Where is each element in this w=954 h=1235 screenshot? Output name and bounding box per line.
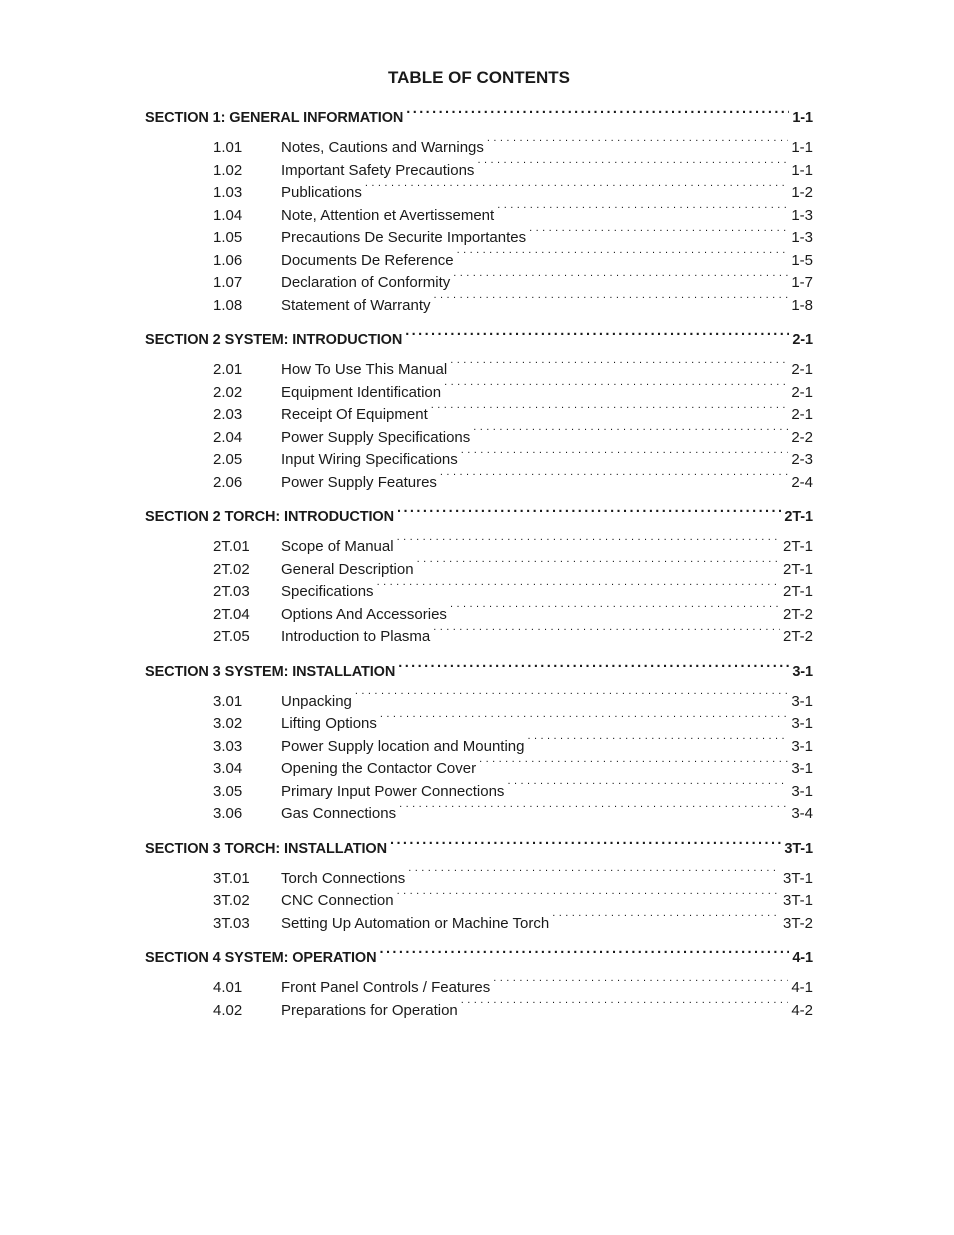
toc-entry[interactable]: [145, 1000, 813, 1023]
entry-page-number: 3-1: [791, 737, 813, 755]
entry-title: Power Supply Features: [281, 473, 437, 491]
toc-entry[interactable]: [145, 691, 813, 714]
entry-number: 3.05: [213, 782, 243, 800]
toc-entry[interactable]: [145, 604, 813, 627]
entry-page-number: 1-2: [791, 184, 813, 201]
dot-leader: [457, 250, 789, 265]
toc-entry[interactable]: [145, 472, 813, 495]
dot-leader: [398, 661, 789, 676]
section-page-number: 3-1: [792, 663, 813, 680]
entry-page-number: 2T-1: [782, 583, 813, 600]
entry-title: Notes, Cautions and Warnings: [281, 139, 484, 156]
entry-number: 1.02: [213, 161, 243, 179]
dot-leader: [473, 427, 788, 442]
entry-title: How To Use This Manual: [281, 361, 448, 378]
toc-section: [145, 329, 813, 494]
dot-leader: [355, 691, 788, 706]
toc-entry[interactable]: [145, 449, 813, 472]
toc-entry[interactable]: [145, 137, 813, 160]
dot-leader: [477, 160, 788, 175]
entry-number: 4.02: [213, 1001, 243, 1019]
toc-entry[interactable]: [145, 977, 813, 1000]
entry-number: 1.05: [213, 229, 243, 246]
toc-entry[interactable]: [145, 626, 813, 649]
entry-page-number: 3T-2: [782, 914, 813, 932]
entry-page-number: 1-3: [791, 229, 813, 246]
toc-entry[interactable]: [145, 160, 813, 183]
entry-title: Note, Attention et Avertissement: [281, 206, 495, 224]
entry-number: 2.06: [213, 473, 243, 491]
toc-entry[interactable]: [145, 427, 813, 450]
entry-number: 2.03: [213, 406, 243, 423]
entry-page-number: 2T-1: [782, 560, 813, 578]
entry-title: Setting Up Automation or Machine Torch: [281, 914, 550, 932]
entry-title: Publications: [281, 184, 362, 201]
entry-title: Power Supply location and Mounting: [281, 737, 525, 755]
entry-list: [145, 977, 813, 1022]
section-heading[interactable]: [145, 506, 813, 528]
entry-number: 1.06: [213, 251, 243, 269]
toc-section: [145, 107, 813, 317]
entry-title: CNC Connection: [281, 892, 394, 909]
toc-entry[interactable]: [145, 182, 813, 205]
dot-leader: [497, 205, 788, 220]
entry-page-number: 2T-2: [782, 628, 813, 645]
entry-title: Specifications: [281, 583, 374, 600]
entry-list: [145, 359, 813, 494]
section-heading[interactable]: [145, 329, 813, 351]
section-title: SECTION 3 TORCH: INSTALLATION: [145, 840, 387, 857]
toc-entry[interactable]: [145, 536, 813, 559]
entry-number: 2T.05: [213, 628, 250, 645]
entry-page-number: 4-2: [791, 1001, 813, 1019]
entry-number: 3.01: [213, 692, 243, 710]
entry-page-number: 1-8: [791, 296, 813, 314]
dot-leader: [390, 838, 781, 853]
entry-number: 1.08: [213, 296, 243, 314]
entry-page-number: 4-1: [791, 979, 813, 996]
entry-number: 2T.04: [213, 605, 250, 623]
toc-entry[interactable]: [145, 781, 813, 804]
entry-list: [145, 536, 813, 649]
entry-number: 1.01: [213, 139, 243, 156]
entry-title: Scope of Manual: [281, 538, 394, 555]
entry-number: 3.02: [213, 715, 243, 732]
dot-leader: [406, 108, 789, 123]
entry-title: Documents De Reference: [281, 251, 454, 269]
section-page-number: 4-1: [792, 950, 813, 966]
dot-leader: [440, 472, 788, 487]
dot-leader: [493, 977, 788, 992]
entry-list: [145, 868, 813, 936]
dot-leader: [405, 330, 789, 345]
entry-title: Input Wiring Specifications: [281, 451, 458, 468]
entry-number: 2.01: [213, 361, 243, 378]
toc-entry[interactable]: [145, 736, 813, 759]
entry-title: General Description: [281, 560, 414, 578]
toc-entry[interactable]: [145, 581, 813, 604]
entry-page-number: 3-1: [791, 692, 813, 710]
dot-leader: [377, 581, 780, 596]
entry-title: Options And Accessories: [281, 605, 447, 623]
dot-leader: [433, 626, 780, 641]
entry-title: Statement of Warranty: [281, 296, 431, 314]
entry-title: Precautions De Securite Importantes: [281, 229, 527, 246]
dot-leader: [408, 868, 780, 883]
entry-title: Important Safety Precautions: [281, 161, 475, 179]
entry-page-number: 1-7: [791, 274, 813, 291]
entry-page-number: 3T-1: [782, 869, 813, 887]
entry-number: 1.07: [213, 274, 243, 291]
entry-page-number: 2-1: [791, 383, 813, 401]
entry-page-number: 3-1: [791, 782, 813, 800]
toc-section: [145, 838, 813, 936]
dot-leader: [380, 713, 788, 728]
toc-entry[interactable]: [145, 713, 813, 736]
entry-page-number: 2-1: [791, 406, 813, 423]
entry-number: 3T.01: [213, 869, 250, 887]
toc-entry[interactable]: [145, 758, 813, 781]
entry-number: 3.04: [213, 760, 243, 777]
toc-entry[interactable]: [145, 868, 813, 891]
toc-entry[interactable]: [145, 272, 813, 295]
toc-entry[interactable]: [145, 559, 813, 582]
dot-leader: [431, 404, 789, 419]
dot-leader: [397, 536, 780, 551]
dot-leader: [507, 781, 788, 796]
entry-number: 4.01: [213, 979, 243, 996]
dot-leader: [365, 182, 788, 197]
entry-title: Unpacking: [281, 692, 352, 710]
entry-page-number: 3-1: [791, 715, 813, 732]
toc-entry[interactable]: [145, 803, 813, 826]
entry-number: 2T.02: [213, 560, 250, 578]
entry-number: 3T.02: [213, 892, 250, 909]
dot-leader: [479, 758, 788, 773]
entry-title: Equipment Identification: [281, 383, 442, 401]
toc-entry[interactable]: [145, 404, 813, 427]
entry-page-number: 2-4: [791, 473, 813, 491]
entry-list: [145, 137, 813, 317]
dot-leader: [450, 359, 788, 374]
page-title: TABLE OF CONTENTS: [388, 68, 570, 87]
dot-leader: [461, 449, 789, 464]
section-title: SECTION 3 SYSTEM: INSTALLATION: [145, 663, 396, 680]
toc-section: [145, 947, 813, 1022]
section-page-number: 1-1: [792, 110, 813, 126]
entry-page-number: 1-5: [791, 251, 813, 269]
entry-title: Receipt Of Equipment: [281, 406, 428, 423]
entry-number: 2T.03: [213, 583, 250, 600]
dot-leader: [434, 295, 789, 310]
entry-number: 2.02: [213, 383, 243, 401]
entry-page-number: 2-3: [791, 451, 813, 468]
entry-title: Primary Input Power Connections: [281, 782, 505, 800]
toc-list: [145, 107, 813, 1022]
entry-page-number: 3-1: [791, 760, 813, 777]
toc-entry[interactable]: [145, 382, 813, 405]
toc-entry[interactable]: [145, 295, 813, 318]
entry-page-number: 2T-2: [782, 605, 813, 623]
entry-number: 2.05: [213, 451, 243, 468]
section-title: SECTION 1: GENERAL INFORMATION: [145, 110, 404, 126]
entry-title: Lifting Options: [281, 715, 377, 732]
dot-leader: [552, 913, 780, 928]
toc-entry[interactable]: [145, 890, 813, 913]
entry-page-number: 3-4: [791, 805, 813, 822]
section-title: SECTION 2 SYSTEM: INTRODUCTION: [145, 332, 403, 348]
dot-leader: [528, 736, 789, 751]
entry-number: 1.03: [213, 184, 243, 201]
section-title: SECTION 4 SYSTEM: OPERATION: [145, 950, 377, 966]
entry-number: 1.04: [213, 206, 243, 224]
section-page-number: 2T-1: [784, 509, 813, 525]
entry-page-number: 2-2: [791, 428, 813, 446]
toc-section: [145, 506, 813, 649]
entry-page-number: 3T-1: [782, 892, 813, 909]
entry-title: Opening the Contactor Cover: [281, 760, 477, 777]
section-heading[interactable]: [145, 661, 813, 683]
table-of-contents: [145, 66, 813, 1034]
toc-entry[interactable]: [145, 250, 813, 273]
entry-number: 2.04: [213, 428, 243, 446]
section-heading[interactable]: [145, 838, 813, 860]
dot-leader: [399, 803, 788, 818]
dot-leader: [450, 604, 780, 619]
toc-entry[interactable]: [145, 913, 813, 936]
entry-title: Introduction to Plasma: [281, 628, 431, 645]
dot-leader: [487, 137, 788, 152]
dot-leader: [453, 272, 788, 287]
entry-page-number: 1-3: [791, 206, 813, 224]
entry-number: 3T.03: [213, 914, 250, 932]
entry-list: [145, 691, 813, 826]
entry-number: 2T.01: [213, 538, 250, 555]
section-heading[interactable]: [145, 947, 813, 969]
section-page-number: 3T-1: [784, 840, 813, 857]
entry-page-number: 1-1: [791, 161, 813, 179]
toc-entry[interactable]: [145, 205, 813, 228]
dot-leader: [529, 227, 788, 242]
section-page-number: 2-1: [792, 332, 813, 348]
section-heading[interactable]: [145, 107, 813, 129]
entry-title: Torch Connections: [281, 869, 406, 887]
toc-entry[interactable]: [145, 359, 813, 382]
section-title: SECTION 2 TORCH: INTRODUCTION: [145, 509, 394, 525]
entry-number: 3.06: [213, 805, 243, 822]
entry-title: Power Supply Specifications: [281, 428, 471, 446]
entry-title: Gas Connections: [281, 805, 397, 822]
entry-page-number: 2T-1: [782, 538, 813, 555]
entry-title: Declaration of Conformity: [281, 274, 451, 291]
dot-leader: [397, 507, 781, 522]
dot-leader: [379, 948, 789, 963]
entry-title: Front Panel Controls / Features: [281, 979, 491, 996]
dot-leader: [397, 890, 780, 905]
dot-leader: [461, 1000, 789, 1015]
entry-number: 3.03: [213, 737, 243, 755]
toc-entry[interactable]: [145, 227, 813, 250]
entry-page-number: 1-1: [791, 139, 813, 156]
dot-leader: [444, 382, 788, 397]
entry-title: Preparations for Operation: [281, 1001, 458, 1019]
entry-page-number: 2-1: [791, 361, 813, 378]
dot-leader: [417, 559, 780, 574]
toc-section: [145, 661, 813, 826]
